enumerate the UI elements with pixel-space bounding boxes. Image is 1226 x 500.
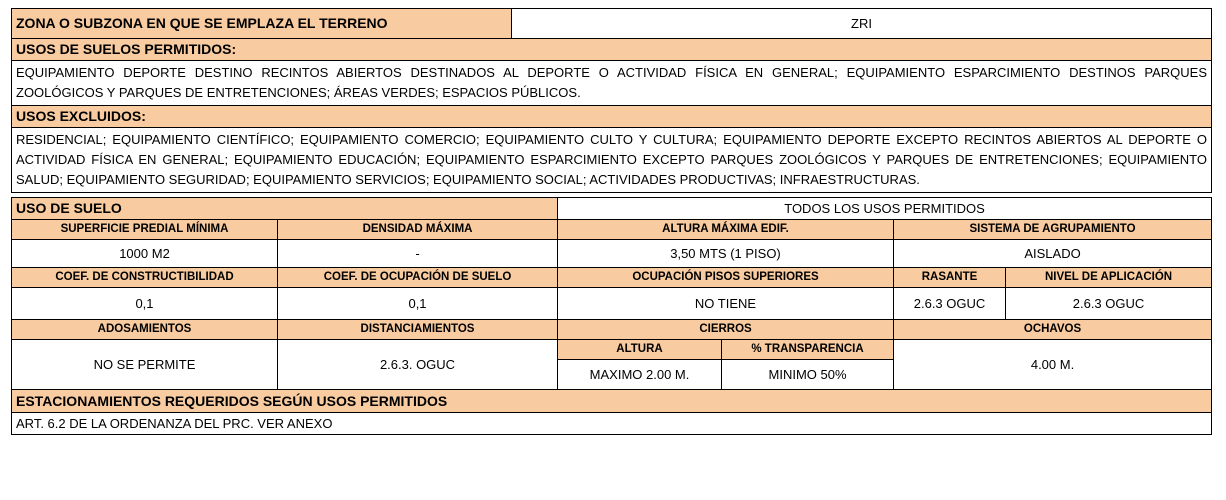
grouping-system-label: SISTEMA DE AGRUPAMIENTO (894, 220, 1212, 240)
cierros-transparency-label: % TRANSPARENCIA (722, 340, 894, 360)
parking-label: ESTACIONAMIENTOS REQUERIDOS SEGÚN USOS PERMITIDOS (12, 390, 1212, 413)
distanciamientos-value: 2.6.3. OGUC (278, 340, 558, 390)
max-height-value: 3,50 MTS (1 PISO) (558, 240, 894, 268)
distanciamientos-label: DISTANCIAMIENTOS (278, 320, 558, 340)
ochavos-value: 4.00 M. (894, 340, 1212, 390)
adosamientos-value: NO SE PERMITE (12, 340, 278, 390)
upper-floors-value: NO TIENE (558, 288, 894, 320)
ochavos-label: OCHAVOS (894, 320, 1212, 340)
land-use-value: TODOS LOS USOS PERMITIDOS (558, 198, 1212, 220)
application-level-label: NIVEL DE APLICACIÓN (1006, 268, 1212, 288)
zone-label: ZONA O SUBZONA EN QUE SE EMPLAZA EL TERRENO (12, 9, 512, 39)
constructibility-label: COEF. DE CONSTRUCTIBILIDAD (12, 268, 278, 288)
zone-value: ZRI (512, 9, 1212, 39)
zone-uses-table (11, 8, 1212, 193)
min-lot-area-label: SUPERFICIE PREDIAL MÍNIMA (12, 220, 278, 240)
rasante-value: 2.6.3 OGUC (894, 288, 1006, 320)
permitted-uses-label: USOS DE SUELOS PERMITIDOS: (12, 39, 1212, 61)
permitted-uses-text: EQUIPAMIENTO DEPORTE DESTINO RECINTOS ABIERTOS DESTINADOS AL DEPORTE O ACTIVIDAD FÍSICA EN GENERAL; EQUIPAMIENTO ESPARCIMIENTO DESTINOS PARQUES ZOOLÓGICOS Y PARQUES DE ENTRETENCIONES; ÁREAS VERDES; ESPACIOS PÚBLICOS. (12, 61, 1212, 106)
max-density-value: - (278, 240, 558, 268)
occupancy-coef-label: COEF. DE OCUPACIÓN DE SUELO (278, 268, 558, 288)
cierros-label: CIERROS (558, 320, 894, 340)
excluded-uses-text: RESIDENCIAL; EQUIPAMIENTO CIENTÍFICO; EQUIPAMIENTO COMERCIO; EQUIPAMIENTO CULTO Y CULTURA; EQUIPAMIENTO DEPORTE EXCEPTO RECINTOS ABIERTOS AL DEPORTE O ACTIVIDAD FÍSICA EN GENERAL; EQUIPAMIENTO EDUCACIÓN; EQUIPAMIENTO ESPARCIMIENTO EXCEPTO PARQUES ZOOLÓGICOS Y PARQUES DE ENTRETENCIONES; EQUIPAMIENTO SALUD; EQUIPAMIENTO SEGURIDAD; EQUIPAMIENTO SERVICIOS; EQUIPAMIENTO SOCIAL; ACTIVIDADES PRODUCTIVAS; INFRAESTRUCTURAS. (12, 128, 1212, 193)
min-lot-area-value: 1000 M2 (12, 240, 278, 268)
upper-floors-label: OCUPACIÓN PISOS SUPERIORES (558, 268, 894, 288)
max-density-label: DENSIDAD MÁXIMA (278, 220, 558, 240)
cierros-height-value: MAXIMO 2.00 M. (558, 360, 722, 390)
parking-value: ART. 6.2 DE LA ORDENANZA DEL PRC. VER ANEXO (12, 413, 1212, 435)
adosamientos-label: ADOSAMIENTOS (12, 320, 278, 340)
land-use-params-table (11, 197, 1212, 435)
grouping-system-value: AISLADO (894, 240, 1212, 268)
zoning-sheet (11, 8, 1211, 435)
occupancy-coef-value: 0,1 (278, 288, 558, 320)
max-height-label: ALTURA MÁXIMA EDIF. (558, 220, 894, 240)
rasante-label: RASANTE (894, 268, 1006, 288)
excluded-uses-label: USOS EXCLUIDOS: (12, 106, 1212, 128)
constructibility-value: 0,1 (12, 288, 278, 320)
cierros-height-label: ALTURA (558, 340, 722, 360)
application-level-value: 2.6.3 OGUC (1006, 288, 1212, 320)
cierros-transparency-value: MINIMO 50% (722, 360, 894, 390)
land-use-label: USO DE SUELO (12, 198, 558, 220)
